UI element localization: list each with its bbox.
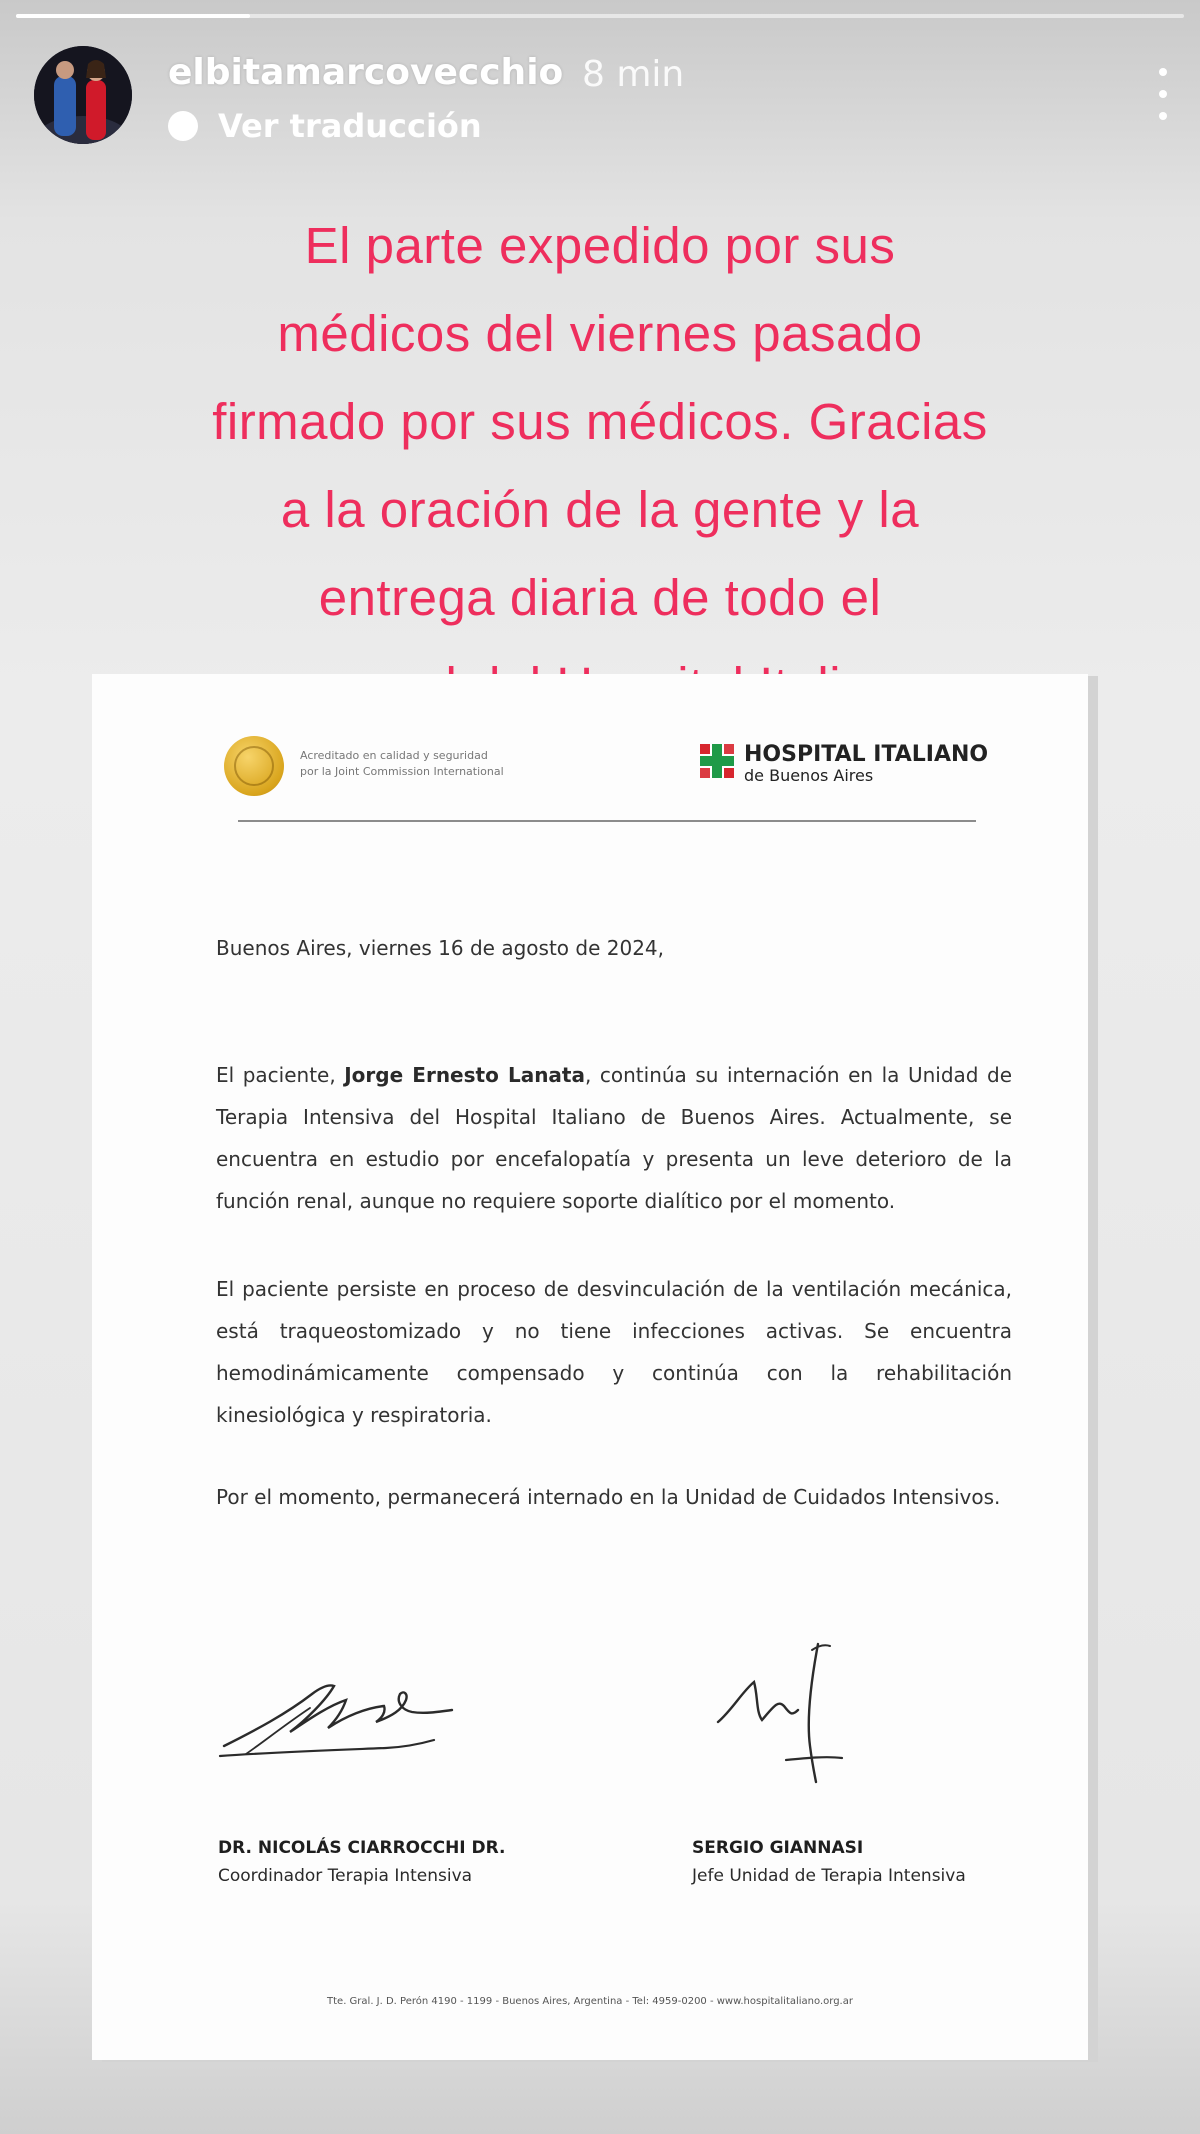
story-caption xyxy=(0,202,1200,730)
patient-name: Jorge Ernesto Lanata xyxy=(344,1063,585,1087)
see-translation-label: Ver traducción xyxy=(218,107,482,145)
signature-left xyxy=(216,1660,456,1770)
story-progress-fill xyxy=(16,14,250,18)
medical-report-document xyxy=(92,674,1088,2060)
translate-icon xyxy=(168,111,198,141)
more-vertical-icon xyxy=(1159,112,1167,120)
story-progress-bar xyxy=(16,14,1184,18)
paragraph-text: El paciente, xyxy=(216,1063,345,1087)
accreditation-seal-icon xyxy=(224,736,284,796)
story-timestamp: 8 min xyxy=(582,54,685,95)
signer-left xyxy=(218,1838,506,1886)
report-paragraph: Por el momento, permanecerá internado en la Unidad de Cuidados Intensivos. xyxy=(216,1485,1001,1509)
more-vertical-icon xyxy=(1159,68,1167,76)
see-translation-link[interactable] xyxy=(168,106,482,146)
report-paragraph xyxy=(216,1054,1012,1222)
document-date: Buenos Aires, viernes 16 de agosto de 2024, xyxy=(216,936,664,960)
caption-line: médicos del viernes pasado xyxy=(277,305,923,362)
caption-line: El parte expedido por sus xyxy=(304,217,896,274)
signer-name: SERGIO GIANNASI xyxy=(692,1838,864,1858)
paragraph-text: , continúa su internación en la Unidad de Terapia Intensiva del Hospital Italiano de Buenos Aires. Actualmente, se encuentra en estudio por encefalopatía y presenta un leve deterioro de la función renal, aunque no requiere soporte dialítico por el momento. xyxy=(216,1063,1012,1213)
accreditation-text xyxy=(300,748,504,780)
caption-line: entrega diaria de todo el xyxy=(318,569,882,626)
caption-line: a la oración de la gente y la xyxy=(280,481,920,538)
accreditation-line: por la Joint Commission International xyxy=(300,765,504,778)
more-options-button[interactable] xyxy=(1142,66,1182,130)
signer-role: Jefe Unidad de Terapia Intensiva xyxy=(692,1866,966,1886)
more-vertical-icon xyxy=(1159,90,1167,98)
report-paragraph: El paciente persiste en proceso de desvinculación de la ventilación mecánica, está traqueostomizado y no tiene infecciones activas. Se encuentra hemodinámicamente compensado y continúa con la rehabilitación kinesiológica y respiratoria. xyxy=(216,1277,1012,1427)
hospital-name: HOSPITAL ITALIANO xyxy=(744,742,989,767)
document-footer: Tte. Gral. J. D. Perón 4190 - 1199 - Buenos Aires, Argentina - Tel: 4959-0200 - www.hospitalitaliano.org.ar xyxy=(327,1996,853,2007)
avatar[interactable] xyxy=(34,46,132,144)
story-username[interactable]: elbitamarcovecchio xyxy=(168,52,564,93)
letterhead-divider xyxy=(238,820,976,822)
accreditation-line: Acreditado en calidad y seguridad xyxy=(300,749,488,762)
caption-line: firmado por sus médicos. Gracias xyxy=(212,393,988,450)
signature-right xyxy=(714,1636,854,1786)
story-header xyxy=(34,46,1174,146)
signer-right xyxy=(692,1838,966,1886)
signer-name: DR. NICOLÁS CIARROCCHI DR. xyxy=(218,1838,506,1858)
signer-role: Coordinador Terapia Intensiva xyxy=(218,1866,473,1886)
hospital-subtitle: de Buenos Aires xyxy=(744,766,874,785)
hospital-cross-icon xyxy=(700,744,734,778)
